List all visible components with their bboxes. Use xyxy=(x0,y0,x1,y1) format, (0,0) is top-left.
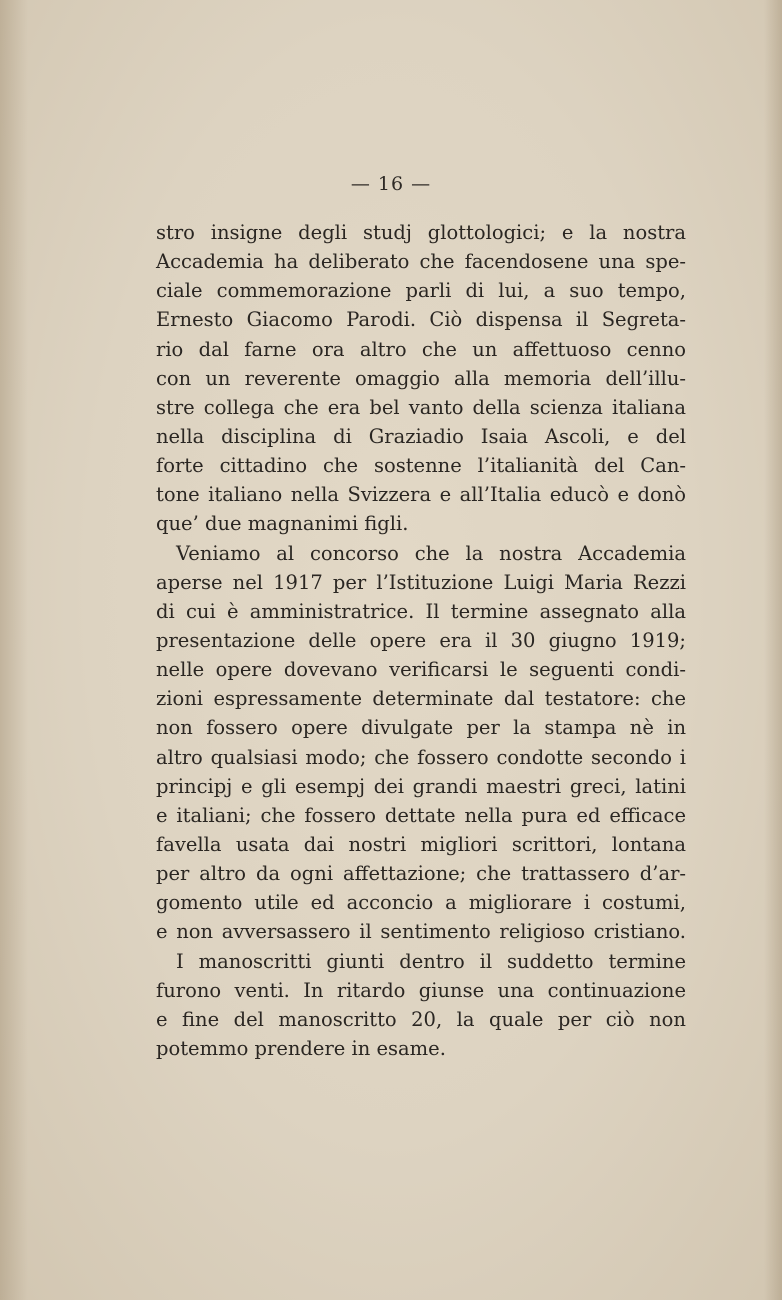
text-line: ciale commemorazione parli di lui, a suo tempo, xyxy=(156,279,686,303)
text-line: que’ due magnanimi figli. xyxy=(156,512,409,536)
text-line: nella disciplina di Graziadio Isaia Ascoli, e del xyxy=(156,424,686,448)
text-line: nelle opere dovevano verificarsi le seguenti condi- xyxy=(156,658,686,682)
text-line: Accademia ha deliberato che facendosene una spe- xyxy=(156,250,686,274)
text-line: e non avversassero il sentimento religioso cristiano. xyxy=(156,920,686,944)
text-line: furono venti. In ritardo giunse una continuazione xyxy=(156,978,686,1002)
text-line: gomento utile ed acconcio a migliorare i costumi, xyxy=(156,891,686,915)
text-line: e fine del manoscritto 20, la quale per ciò non xyxy=(156,1007,686,1031)
paragraph-3 xyxy=(156,947,686,1064)
paragraph-1 xyxy=(156,218,686,539)
paragraph-2 xyxy=(156,539,686,947)
text-line: per altro da ogni affettazione; che trattassero d’ar- xyxy=(156,862,686,886)
text-line: e italiani; che fossero dettate nella pura ed efficace xyxy=(156,803,686,827)
text-line: rio dal farne ora altro che un affettuoso cenno xyxy=(156,337,686,361)
text-line: altro qualsiasi modo; che fossero condotte secondo i xyxy=(156,745,686,769)
page-number: — 16 — xyxy=(350,173,432,195)
text-line: presentazione delle opere era il 30 giugno 1919; xyxy=(156,628,686,652)
text-line: forte cittadino che sostenne l’italianità del Can- xyxy=(156,454,686,478)
text-line: stro insigne degli studj glottologici; e la nostra xyxy=(156,221,686,244)
text-line: di cui è amministratrice. Il termine assegnato alla xyxy=(156,599,686,623)
text-line: aperse nel 1917 per l’Istituzione Luigi Maria Rezzi xyxy=(156,570,686,594)
text-line: principj e gli esempj dei grandi maestri greci, latini xyxy=(156,774,686,798)
text-line: potemmo prendere in esame. xyxy=(156,1036,446,1060)
text-line: stre collega che era bel vanto della scienza italiana xyxy=(156,395,686,419)
text-line: non fossero opere divulgate per la stampa nè in xyxy=(156,716,686,740)
body-text xyxy=(156,218,686,1063)
text-line: con un reverente omaggio alla memoria dell’illu- xyxy=(156,366,686,390)
text-line: Ernesto Giacomo Parodi. Ciò dispensa il Segreta- xyxy=(156,308,686,332)
text-line: tone italiano nella Svizzera e all’Italia educò e donò xyxy=(156,483,686,507)
text-line: zioni espressamente determinate dal testatore: che xyxy=(156,687,686,711)
text-line: favella usata dai nostri migliori scrittori, lontana xyxy=(156,832,686,856)
text-line: Veniamo al concorso che la nostra Accademia xyxy=(176,541,686,565)
text-line: I manoscritti giunti dentro il suddetto termine xyxy=(176,949,686,973)
